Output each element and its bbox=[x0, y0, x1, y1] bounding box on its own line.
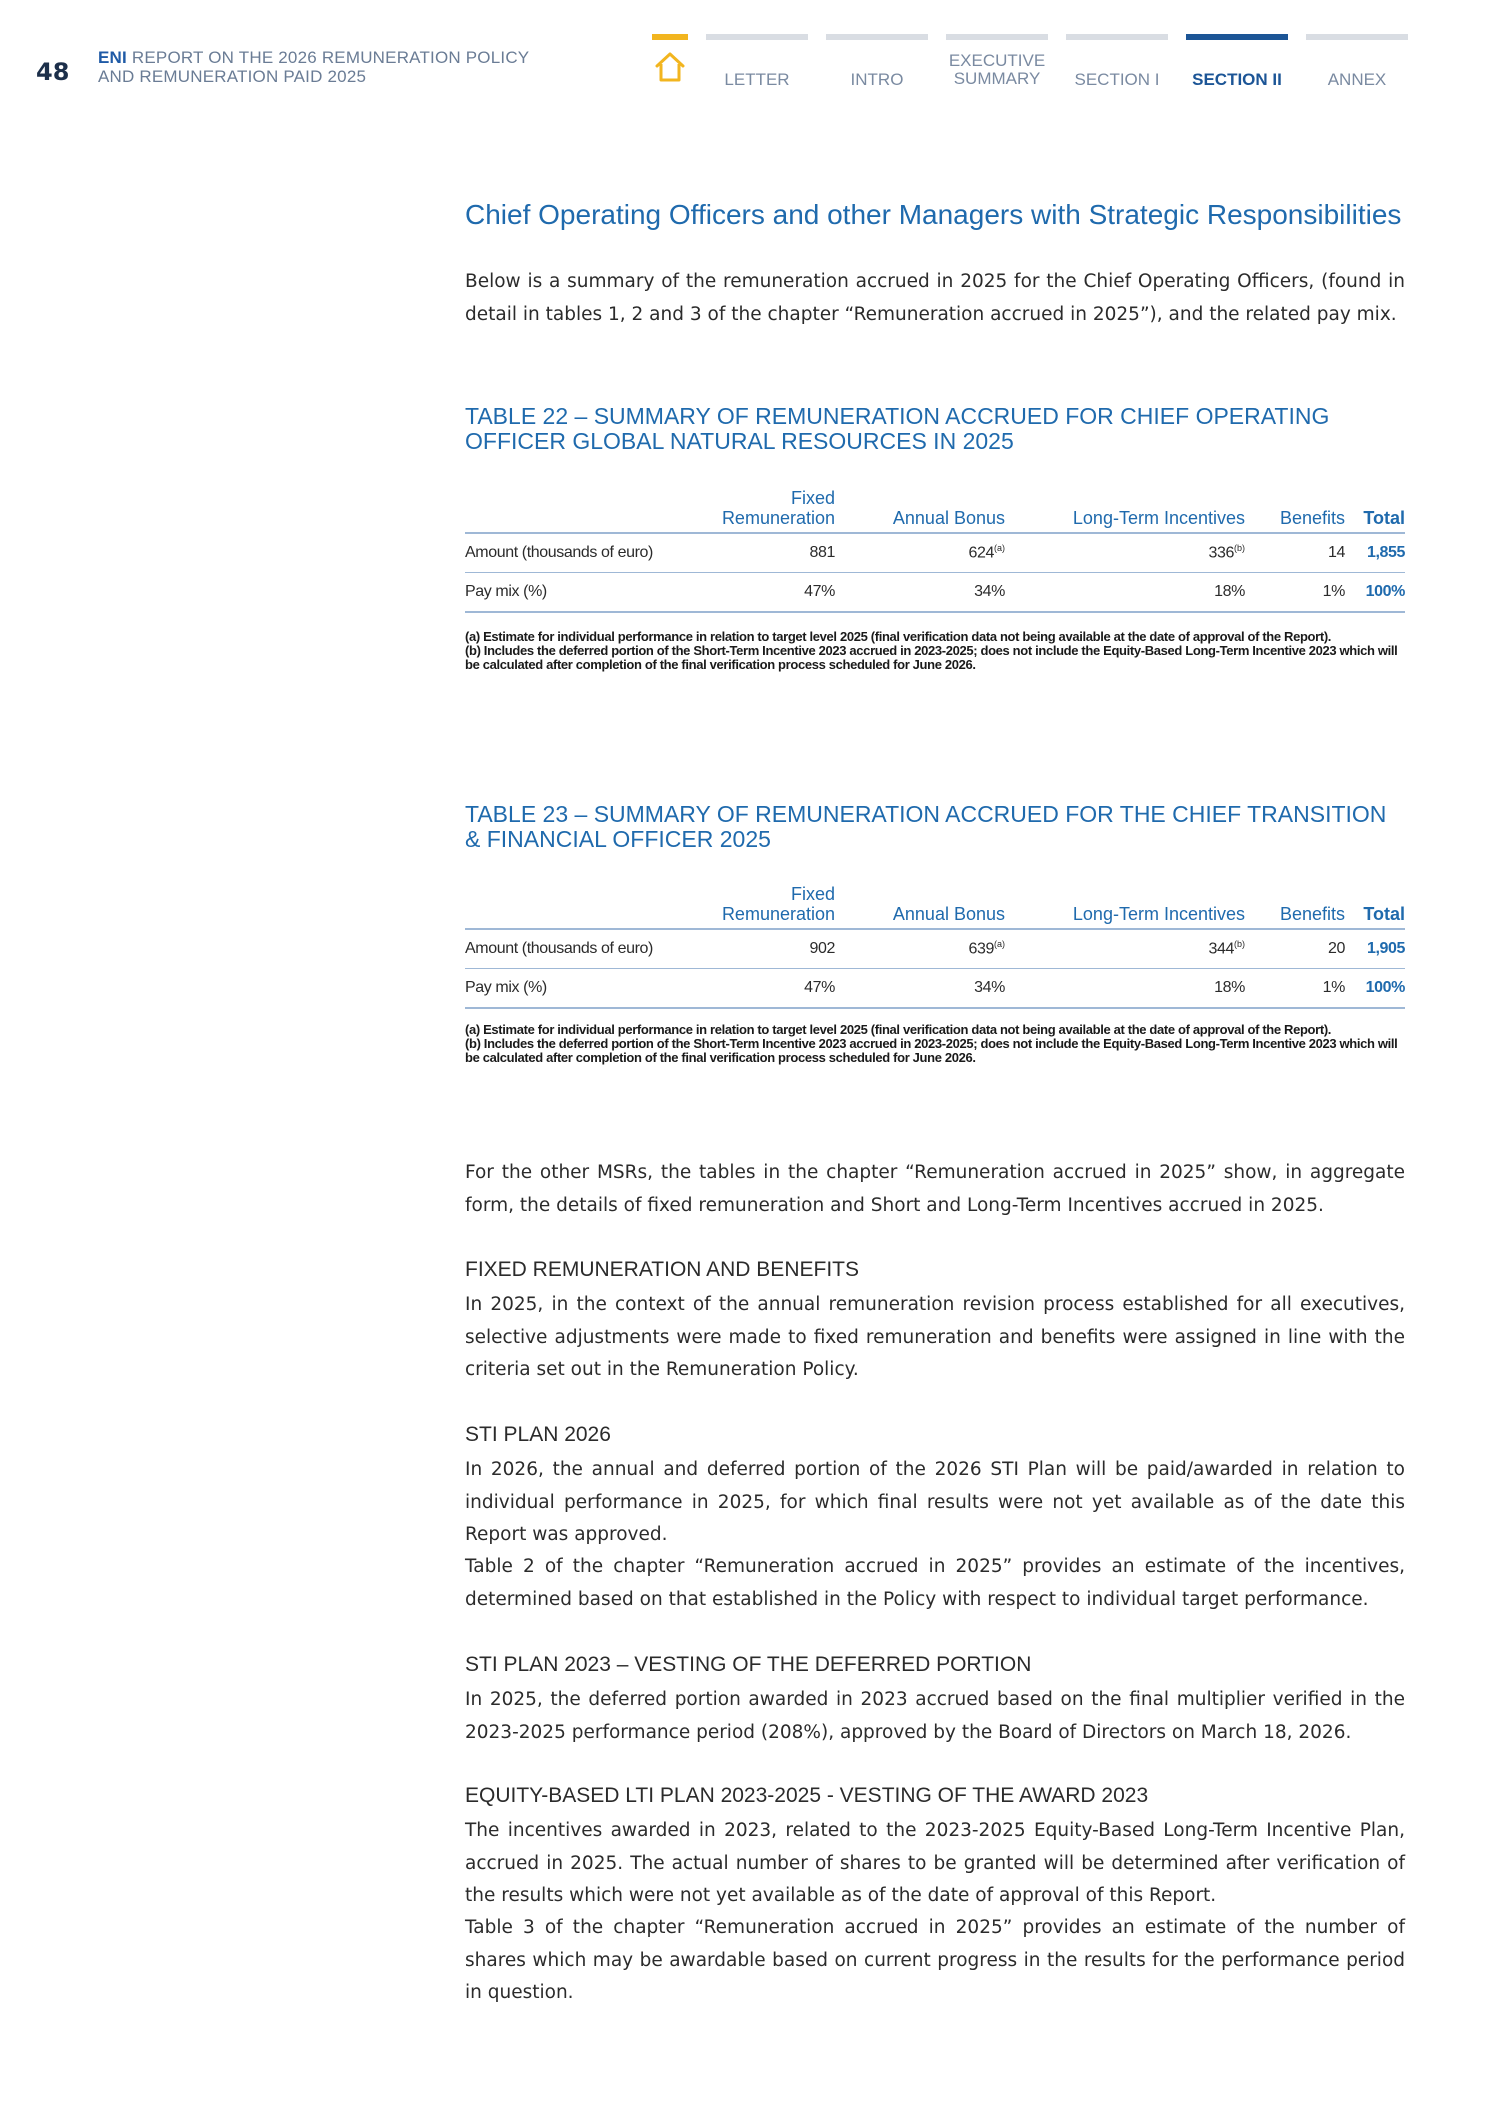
row-label: Amount (thousands of euro) bbox=[465, 929, 655, 969]
table-note: (a) Estimate for individual performance in relation to target level 2025 (final verification data not being available at the date of approval of the Report). bbox=[465, 629, 1332, 644]
cell-total: 100% bbox=[1345, 573, 1405, 613]
report-title-line2: AND REMUNERATION PAID 2025 bbox=[98, 67, 367, 86]
cell-benefits: 1% bbox=[1245, 969, 1345, 1009]
table-note: (a) Estimate for individual performance in relation to target level 2025 (final verification data not being available at the date of approval of the Report). bbox=[465, 1022, 1332, 1037]
nav-annex[interactable] bbox=[1306, 34, 1408, 94]
fixed-remuneration-heading: FIXED REMUNERATION AND BENEFITS bbox=[465, 1258, 859, 1281]
nav-intro[interactable] bbox=[826, 34, 928, 94]
intro-paragraph: Below is a summary of the remuneration accrued in 2025 for the Chief Operating Officers, (found in detail in tables 1, 2 and 3 of the chapter “Remuneration accrued in 2025”), and the related pay mix. bbox=[465, 271, 1405, 325]
cell-bonus: 34% bbox=[835, 969, 1005, 1009]
table-row bbox=[465, 533, 1405, 573]
cell-lti: 18% bbox=[1005, 969, 1245, 1009]
nav-executive-summary-label bbox=[946, 52, 1048, 88]
table-22-notes bbox=[465, 630, 1405, 672]
col-total: Total bbox=[1345, 488, 1405, 533]
cell-lti: 18% bbox=[1005, 573, 1245, 613]
table-row bbox=[465, 929, 1405, 969]
nav-executive-summary-line2: SUMMARY bbox=[953, 69, 1041, 88]
table-row bbox=[465, 969, 1405, 1009]
cell-bonus: 639$^{(a)}$ bbox=[835, 929, 1005, 969]
nav-letter[interactable] bbox=[706, 34, 808, 94]
nav-section-ii-label: SECTION II bbox=[1192, 70, 1282, 89]
fixed-remuneration-paragraph: In 2025, in the context of the annual remuneration revision process established for all executives, selective adjustments were made to fixed remuneration and benefits were assigned in line with the criteria set out in the Remuneration Policy. bbox=[465, 1294, 1405, 1380]
report-title-line1: REPORT ON THE 2026 REMUNERATION POLICY bbox=[131, 48, 530, 67]
cell-benefits: 14 bbox=[1245, 533, 1345, 573]
row-label: Amount (thousands of euro) bbox=[465, 533, 655, 573]
col-benefits: Benefits bbox=[1245, 488, 1345, 533]
brand-name: ENI bbox=[98, 48, 127, 67]
table-row bbox=[465, 573, 1405, 613]
table-header-empty bbox=[465, 884, 655, 929]
table-23 bbox=[465, 884, 1405, 1009]
table-note: (b) Includes the deferred portion of the Short-Term Incentive 2023 accrued in 2023-2025; does not include the Equity-Based Long-Term Incentive 2023 which will be calculated after completion of the final verification process scheduled for June 2026. bbox=[465, 643, 1398, 672]
cell-lti: 344$^{(b)}$ bbox=[1005, 929, 1245, 969]
cell-benefits: 20 bbox=[1245, 929, 1345, 969]
nav-section-i-label: SECTION I bbox=[1074, 70, 1160, 89]
table-header-row bbox=[465, 884, 1405, 929]
col-benefits: Benefits bbox=[1245, 884, 1345, 929]
nav-executive-summary[interactable] bbox=[946, 34, 1048, 94]
section-title: Chief Operating Officers and other Managers with Strategic Responsibilities bbox=[465, 199, 1402, 230]
nav-section-ii[interactable] bbox=[1186, 34, 1288, 94]
cell-bonus: 624$^{(a)}$ bbox=[835, 533, 1005, 573]
table-22 bbox=[465, 488, 1405, 613]
nav-section-i[interactable] bbox=[1066, 34, 1168, 94]
table-23-notes bbox=[465, 1023, 1405, 1065]
col-long-term-incentives: Long-Term Incentives bbox=[1005, 884, 1245, 929]
table-header-empty bbox=[465, 488, 655, 533]
page-number: 48 bbox=[36, 58, 70, 86]
cell-total: 1,905 bbox=[1345, 929, 1405, 969]
sti-2023-heading: STI PLAN 2023 – VESTING OF THE DEFERRED PORTION bbox=[465, 1653, 1032, 1676]
msr-paragraph: For the other MSRs, the tables in the chapter “Remuneration accrued in 2025” show, in aggregate form, the details of fixed remuneration and Short and Long-Term Incentives accrued in 2025. bbox=[465, 1162, 1405, 1216]
nav-executive-summary-line1: EXECUTIVE bbox=[948, 51, 1046, 70]
col-annual-bonus: Annual Bonus bbox=[835, 884, 1005, 929]
cell-fixed: 47% bbox=[655, 969, 835, 1009]
sti-2023-paragraph: In 2025, the deferred portion awarded in 2023 accrued based on the final multiplier verified in the 2023-2025 performance period (208%), approved by the Board of Directors on March 18, 2026. bbox=[465, 1689, 1405, 1743]
table-22-title: TABLE 22 – SUMMARY OF REMUNERATION ACCRUED FOR CHIEF OPERATING OFFICER GLOBAL NATURAL RESOURCES IN 2025 bbox=[465, 403, 1330, 454]
col-long-term-incentives: Long-Term Incentives bbox=[1005, 488, 1245, 533]
table-note: (b) Includes the deferred portion of the Short-Term Incentive 2023 accrued in 2023-2025; does not include the Equity-Based Long-Term Incentive 2023 which will be calculated after completion of the final verification process scheduled for June 2026. bbox=[465, 1036, 1398, 1065]
nav-annex-label: ANNEX bbox=[1327, 70, 1387, 89]
nav-letter-label: LETTER bbox=[724, 70, 790, 89]
top-navigation bbox=[0, 34, 1500, 94]
table-header-row bbox=[465, 488, 1405, 533]
cell-bonus: 34% bbox=[835, 573, 1005, 613]
row-label: Pay mix (%) bbox=[465, 573, 655, 613]
cell-benefits: 1% bbox=[1245, 573, 1345, 613]
cell-lti: 336$^{(b)}$ bbox=[1005, 533, 1245, 573]
cell-total: 1,855 bbox=[1345, 533, 1405, 573]
cell-fixed: 881 bbox=[655, 533, 835, 573]
cell-total: 100% bbox=[1345, 969, 1405, 1009]
sti-2026-paragraph-2: Table 2 of the chapter “Remuneration accrued in 2025” provides an estimate of the incentives, determined based on that established in the Policy with respect to individual target performance. bbox=[465, 1556, 1405, 1610]
lti-2023-paragraph-2: Table 3 of the chapter “Remuneration accrued in 2025” provides an estimate of the number of shares which may be awardable based on current progress in the results for the performance period in question. bbox=[465, 1917, 1405, 2003]
sti-2026-paragraph-1: In 2026, the annual and deferred portion of the 2026 STI Plan will be paid/awarded in relation to individual performance in 2025, for which final results were not yet available as of the date this Report was approved. bbox=[465, 1459, 1405, 1545]
row-label: Pay mix (%) bbox=[465, 969, 655, 1009]
table-23-title: TABLE 23 – SUMMARY OF REMUNERATION ACCRUED FOR THE CHIEF TRANSITION & FINANCIAL OFFICER 2025 bbox=[465, 801, 1387, 852]
col-fixed-remuneration: Fixed Remuneration bbox=[655, 884, 835, 929]
nav-intro-label: INTRO bbox=[850, 70, 904, 89]
sti-2026-heading: STI PLAN 2026 bbox=[465, 1423, 611, 1446]
lti-2023-paragraph-1: The incentives awarded in 2023, related to the 2023-2025 Equity-Based Long-Term Incentive Plan, accrued in 2025. The actual number of shares to be granted will be determined after verification of the results which were not yet available as of the date of approval of this Report. bbox=[465, 1820, 1405, 1906]
cell-fixed: 47% bbox=[655, 573, 835, 613]
lti-2023-heading: EQUITY-BASED LTI PLAN 2023-2025 - VESTING OF THE AWARD 2023 bbox=[465, 1784, 1149, 1807]
col-fixed-remuneration: Fixed Remuneration bbox=[655, 488, 835, 533]
col-total: Total bbox=[1345, 884, 1405, 929]
nav-home[interactable] bbox=[650, 34, 690, 94]
col-annual-bonus: Annual Bonus bbox=[835, 488, 1005, 533]
cell-fixed: 902 bbox=[655, 929, 835, 969]
home-icon bbox=[653, 50, 687, 84]
